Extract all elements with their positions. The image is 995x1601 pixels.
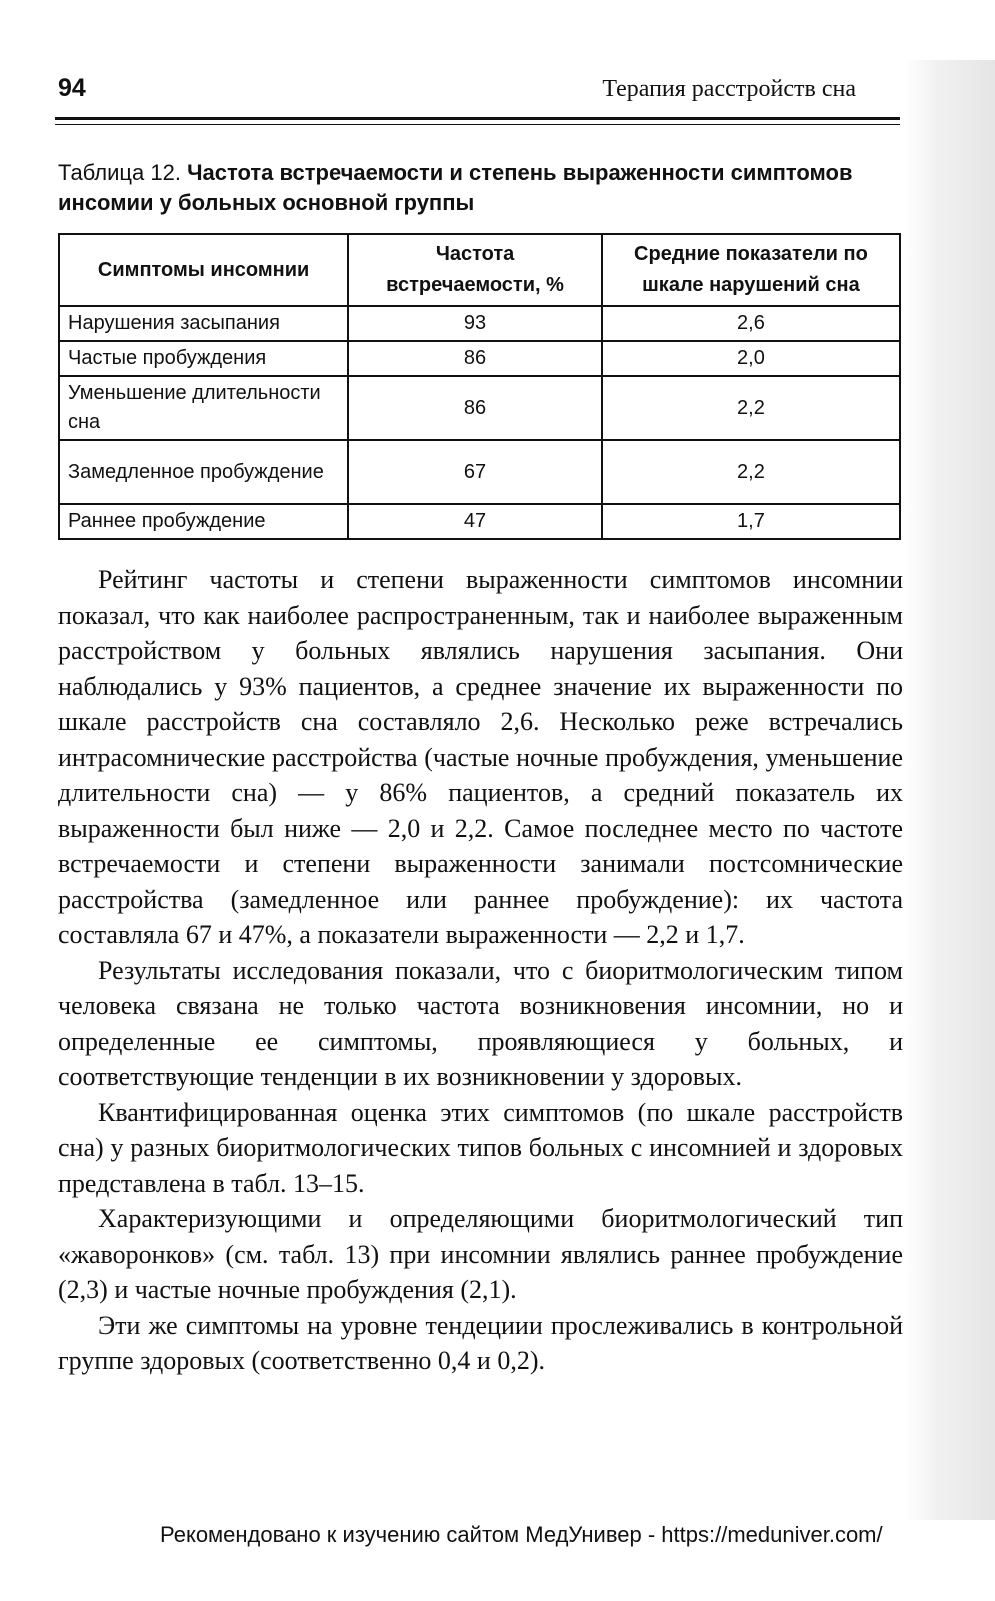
score-cell: 2,2 xyxy=(602,376,900,440)
body-text xyxy=(58,562,903,1379)
paragraph: Характеризующими и определяющими биоритмологический тип «жаворонков» (см. табл. 13) при инсомнии являлись раннее пробуждение (2,3) и частые ночные пробуждения (2,1). xyxy=(58,1204,903,1304)
page-header xyxy=(58,72,900,112)
symptoms-table xyxy=(58,233,901,540)
paragraph: Квантифицированная оценка этих симптомов (по шкале расстройств сна) у разных биоритмологических типов больных с инсомнией и здоровых представлена в табл. 13–15. xyxy=(58,1097,903,1198)
score-cell: 1,7 xyxy=(602,504,900,539)
column-header-score: Средние показатели по шкале нарушений сна xyxy=(602,234,900,306)
header-rule-thin xyxy=(55,124,900,125)
symptom-cell: Нарушения засыпания xyxy=(59,306,348,341)
score-cell: 2,2 xyxy=(602,440,900,504)
table-caption-title: Частота встречаемости и степень выраженности симптомов инсомии у больных основной группы xyxy=(58,160,853,215)
header-rule-thick xyxy=(55,117,900,120)
frequency-cell: 86 xyxy=(348,341,602,376)
column-header-frequency: Частота встречаемости, % xyxy=(348,234,602,306)
paragraph: Эти же симптомы на уровне тендециии прослеживались в контрольной группе здоровых (соответственно 0,4 и 0,2). xyxy=(58,1310,903,1375)
frequency-cell: 67 xyxy=(348,440,602,504)
table-row xyxy=(59,341,900,376)
table-row xyxy=(59,306,900,341)
footer-recommendation: Рекомендовано к изучению сайтом МедУнивер - https://meduniver.com/ xyxy=(160,1522,883,1547)
paragraph: Рейтинг частоты и степени выраженности симптомов инсомнии показал, что как наиболее распространенным, так и наиболее выраженным расстройством у больных являлись нарушения засыпания. Они наблюдались у 93% пациентов, а среднее значение их выраженности по шкале расстройств сна составляло 2,6. Несколько реже встречались интрасомнические расстройства (частые ночные пробуждения, уменьшение длительности сна) — у 86% пациентов, а средний показатель их выраженности был ниже — 2,0 и 2,2. Самое последнее место по частоте встречаемости и степени выраженности занимали постсомнические расстройства (замедленное или раннее пробуждение): их частота составляла 67 и 47%, а показатели выраженности — 2,2 и 1,7. xyxy=(58,565,903,949)
page-number: 94 xyxy=(58,74,86,102)
score-cell: 2,6 xyxy=(602,306,900,341)
symptom-cell: Замедленное пробуждение xyxy=(59,440,348,504)
score-cell: 2,0 xyxy=(602,341,900,376)
column-header-symptoms: Симптомы инсомнии xyxy=(59,234,348,306)
running-title: Терапия расстройств сна xyxy=(602,76,856,102)
frequency-cell: 93 xyxy=(348,306,602,341)
table-caption-label: Таблица 12. xyxy=(58,160,181,185)
table-caption xyxy=(58,158,898,218)
frequency-cell: 86 xyxy=(348,376,602,440)
symptom-cell: Уменьшение длительности сна xyxy=(59,376,348,440)
paragraph: Результаты исследования показали, что с биоритмологическим типом человека связана не только частота возникновения инсомнии, но и определенные ее симптомы, проявляющиеся у больных, и соответствующие тенденции в их возникновении у здоровых. xyxy=(58,955,903,1091)
table-row xyxy=(59,504,900,539)
symptom-cell: Раннее пробуждение xyxy=(59,504,348,539)
table-header-row xyxy=(59,234,900,306)
table-row xyxy=(59,440,900,504)
table-row xyxy=(59,376,900,440)
bleed-through-shadow xyxy=(905,60,995,1520)
frequency-cell: 47 xyxy=(348,504,602,539)
symptom-cell: Частые пробуждения xyxy=(59,341,348,376)
